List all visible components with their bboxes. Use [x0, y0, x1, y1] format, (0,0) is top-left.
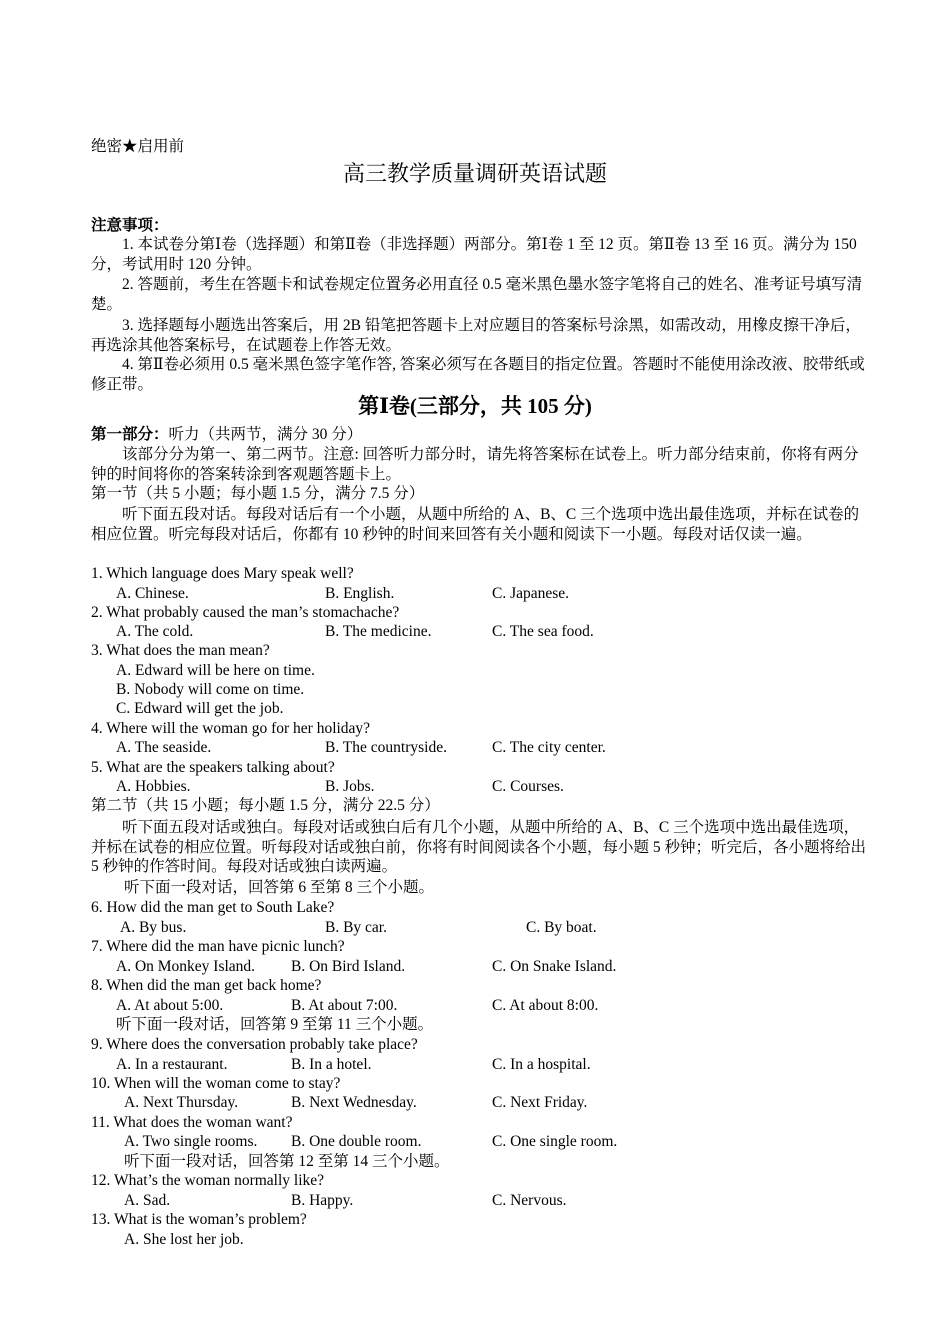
option-b: B. On Bird Island. — [291, 958, 406, 975]
question-stem: 12. What’s the woman normally like? — [91, 1172, 325, 1189]
sec2-heading: 第二节（共 15 小题；每小题 1.5 分，满分 22.5 分） — [91, 797, 440, 814]
option-c: C. Courses. — [492, 778, 564, 795]
part1-heading — [91, 425, 362, 445]
notice-item-4: 4. 第Ⅱ卷必须用 0.5 毫米黑色签字笔作答, 答案必须写在各题目的指定位置。答题时不能使用涂改液、胶带纸或修正带。 — [91, 356, 865, 393]
option-b: B. Nobody will come on time. — [116, 681, 305, 698]
option-a: A. The cold. — [116, 623, 194, 640]
sec1-heading: 第一节（共 5 小题；每小题 1.5 分，满分 7.5 分） — [91, 485, 425, 502]
option-c: C. At about 8:00. — [492, 997, 599, 1014]
option-b: B. Next Wednesday. — [291, 1094, 417, 1111]
section-title: 第Ⅰ卷(三部分，共 105 分) — [358, 394, 592, 418]
option-a: A. Chinese. — [116, 585, 189, 602]
instruction-9-11: 听下面一段对话，回答第 9 至第 11 三个小题。 — [116, 1016, 434, 1033]
exam-title: 高三教学质量调研英语试题 — [342, 162, 607, 187]
option-c: C. In a hospital. — [492, 1056, 591, 1073]
option-a: A. Next Thursday. — [124, 1094, 239, 1111]
option-a: A. Two single rooms. — [124, 1133, 258, 1150]
notice-item-3: 3. 选择题每小题选出答案后，用 2B 铅笔把答题卡上对应题目的答案标号涂黑，如需改动，用橡皮擦干净后，再选涂其他答案标号，在试题卷上作答无效。 — [91, 317, 861, 354]
option-c: C. Edward will get the job. — [116, 700, 284, 717]
option-c: C. On Snake Island. — [492, 958, 617, 975]
question-stem: 9. Where does the conversation probably take place? — [91, 1036, 418, 1053]
option-a: A. The seaside. — [116, 739, 212, 756]
part1-label-rest: 听力（共两节，满分 30 分） — [168, 426, 363, 443]
question-stem: 11. What does the woman want? — [91, 1114, 293, 1131]
option-a: A. She lost her job. — [124, 1231, 244, 1248]
option-b: B. By car. — [325, 919, 387, 936]
instruction-6-8: 听下面一段对话，回答第 6 至第 8 三个小题。 — [124, 879, 435, 896]
option-b: B. English. — [325, 585, 395, 602]
option-a: A. On Monkey Island. — [116, 958, 256, 975]
option-c: C. By boat. — [526, 919, 597, 936]
option-c: C. Next Friday. — [492, 1094, 588, 1111]
option-a: A. By bus. — [120, 919, 187, 936]
option-b: B. Happy. — [291, 1192, 354, 1209]
part1-intro: 该部分分为第一、第二两节。注意: 回答听力部分时，请先将答案标在试卷上。听力部分结束前，你将有两分钟的时间将你的答案转涂到客观题答题卡上。 — [91, 446, 859, 483]
option-c: C. The city center. — [492, 739, 606, 756]
question-stem: 8. When did the man get back home? — [91, 977, 322, 994]
confidential-label: 绝密★启用前 — [91, 138, 185, 155]
option-c: C. One single room. — [492, 1133, 618, 1150]
question-stem: 3. What does the man mean? — [91, 642, 270, 659]
option-c: C. Nervous. — [492, 1192, 567, 1209]
option-b: B. The countryside. — [325, 739, 447, 756]
sec1-intro: 听下面五段对话。每段对话后有一个小题，从题中所给的 A、B、C 三个选项中选出最佳选项，并标在试卷的相应位置。听完每段对话后，你都有 10 秒钟的时间来回答有关小题和阅读下一小题。每段对话仅读一遍。 — [91, 506, 860, 543]
part1-label: 第一部分： — [91, 426, 169, 443]
question-stem: 5. What are the speakers talking about? — [91, 759, 335, 776]
sec2-intro: 听下面五段对话或独白。每段对话或独白后有几个小题，从题中所给的 A、B、C 三个选项中选出最佳选项，并标在试卷的相应位置。听每段对话或独白前，你将有时间阅读各个小题，每小题 5 秒钟；听完后，各小题将给出 5 秒钟的作答时间。每段对话或独白读两遍。 — [91, 819, 867, 875]
question-stem: 1. Which language does Mary speak well? — [91, 565, 354, 582]
option-a: A. In a restaurant. — [116, 1056, 228, 1073]
option-b: B. One double room. — [291, 1133, 422, 1150]
question-stem: 7. Where did the man have picnic lunch? — [91, 938, 345, 955]
option-b: B. The medicine. — [325, 623, 432, 640]
option-c: C. The sea food. — [492, 623, 594, 640]
notice-item-2: 2. 答题前，考生在答题卡和试卷规定位置务必用直径 0.5 毫米黑色墨水签字笔将自己的姓名、准考证号填写清楚。 — [91, 276, 863, 313]
option-a: A. Sad. — [124, 1192, 171, 1209]
question-stem: 10. When will the woman come to stay? — [91, 1075, 341, 1092]
question-stem: 2. What probably caused the man’s stomachache? — [91, 604, 400, 621]
option-a: A. At about 5:00. — [116, 997, 224, 1014]
notice-item-1: 1. 本试卷分第Ⅰ卷（选择题）和第Ⅱ卷（非选择题）两部分。第Ⅰ卷 1 至 12 页。第Ⅱ卷 13 至 16 页。满分为 150 分，考试用时 120 分钟。 — [91, 236, 857, 273]
option-b: B. At about 7:00. — [291, 997, 398, 1014]
option-a: A. Edward will be here on time. — [116, 662, 315, 679]
notice-heading: 注意事项： — [91, 217, 169, 234]
question-stem: 13. What is the woman’s problem? — [91, 1211, 307, 1228]
instruction-12-14: 听下面一段对话，回答第 12 至第 14 三个小题。 — [124, 1153, 450, 1170]
option-c: C. Japanese. — [492, 585, 570, 602]
question-stem: 4. Where will the woman go for her holiday? — [91, 720, 371, 737]
option-a: A. Hobbies. — [116, 778, 191, 795]
option-b: B. In a hotel. — [291, 1056, 372, 1073]
option-b: B. Jobs. — [325, 778, 375, 795]
question-stem: 6. How did the man get to South Lake? — [91, 899, 335, 916]
